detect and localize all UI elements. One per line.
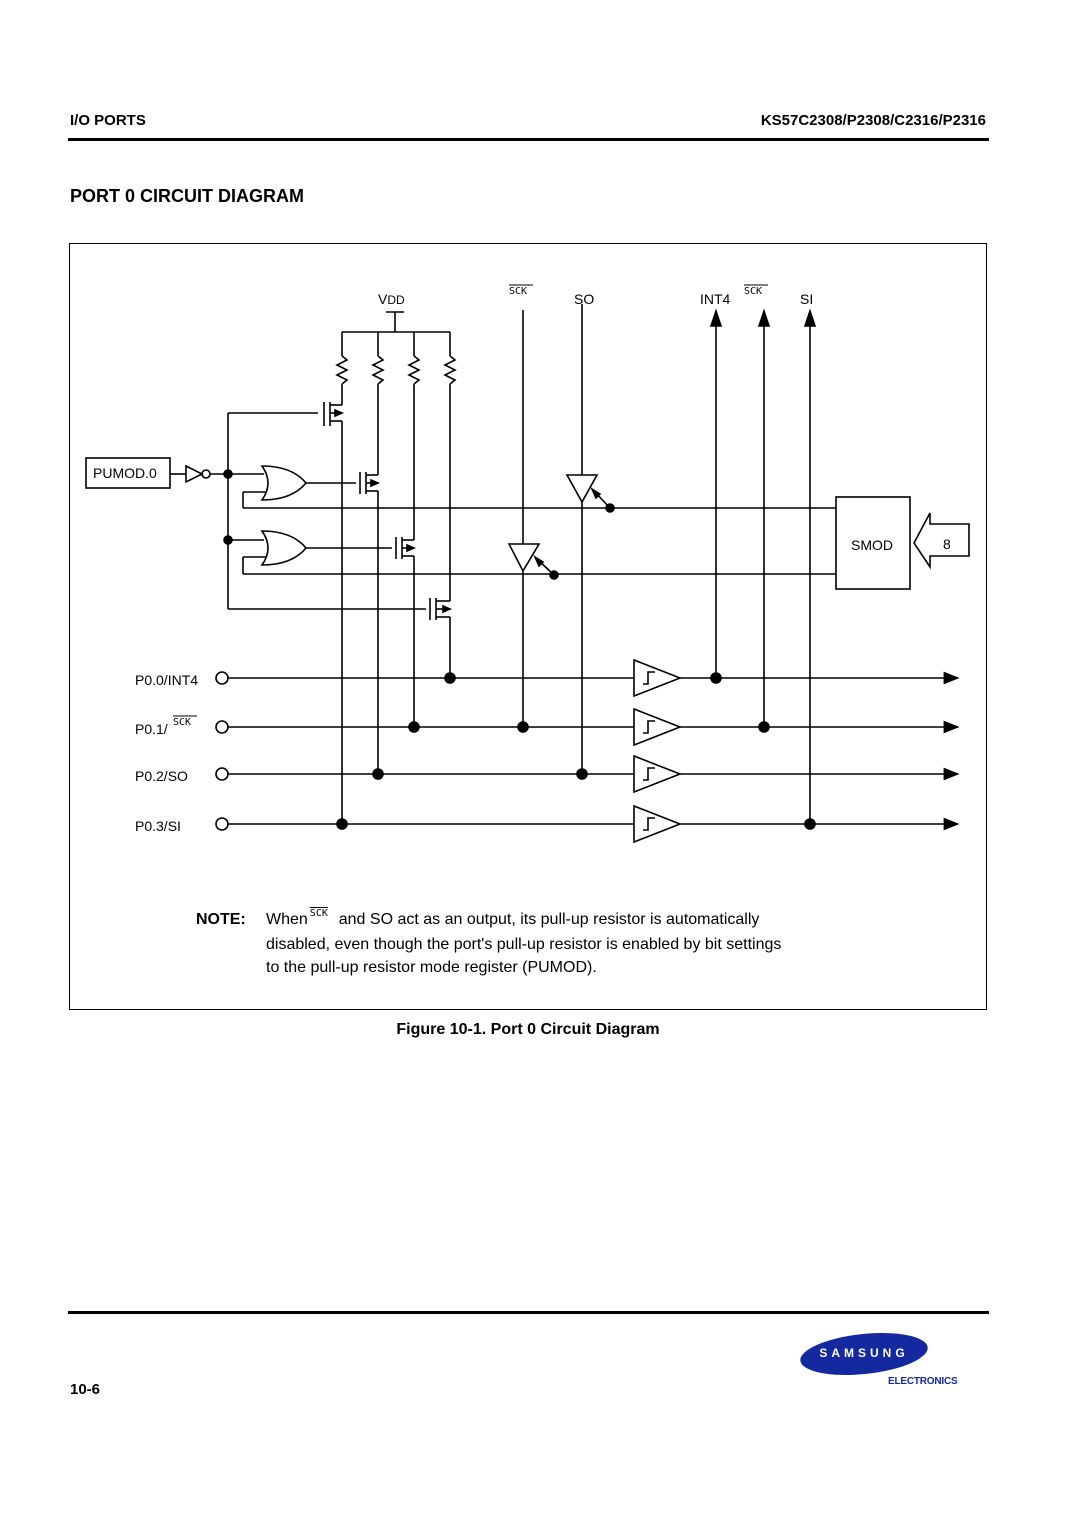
note-label: NOTE: [196, 911, 246, 928]
pumod-inverter [186, 466, 202, 482]
vdd-label: VDD [378, 291, 405, 307]
header-section: I/O PORTS [70, 112, 146, 129]
schmitt-buffer-p02 [634, 756, 680, 792]
pmos-p03 [228, 402, 342, 824]
diagram-note [196, 908, 782, 976]
logo-sub: ELECTRONICS [888, 1376, 958, 1387]
si-label: SI [800, 291, 814, 307]
schmitt-buffer-p03 [634, 806, 680, 842]
section-title: PORT 0 CIRCUIT DIAGRAM [70, 186, 304, 206]
pin-row-p01 [135, 709, 958, 745]
schmitt-buffer-p00 [634, 660, 680, 696]
samsung-logo [790, 1332, 990, 1392]
pin-label-p03: P0.3/SI [135, 818, 181, 834]
sck-input-label: SCK [744, 286, 763, 297]
pin-row-p00 [135, 660, 958, 696]
footer-rule [68, 1311, 989, 1314]
pin-row-p03 [135, 806, 958, 842]
logo-brand: SAMSUNG [819, 1346, 909, 1360]
pmos-p00 [228, 597, 450, 677]
note-line-1-pre: When [266, 911, 308, 928]
or-gate-sck [262, 531, 306, 565]
pin-label-p00: P0.0/INT4 [135, 672, 199, 688]
pumod-label: PUMOD.0 [93, 465, 157, 481]
sck-output-label: SCK [509, 286, 528, 297]
note-line-2: disabled, even though the port's pull-up resistor is enabled by bit settings [266, 936, 782, 953]
or-gate-so [262, 466, 306, 500]
schmitt-buffer-p01 [634, 709, 680, 745]
pin-row-p02 [135, 756, 958, 792]
note-line-1-post: and SO act as an output, its pull-up resistor is automatically [338, 911, 760, 928]
pin-label-p01-sck: SCK [173, 717, 192, 728]
so-label: SO [574, 291, 595, 307]
int4-label: INT4 [700, 291, 731, 307]
note-sck: SCK [309, 908, 328, 919]
pin-label-p01: P0.1/ [135, 721, 168, 737]
header-part-numbers: KS57C2308/P2308/C2316/P2316 [760, 112, 986, 129]
note-line-3: to the pull-up resistor mode register (PUMOD). [266, 959, 597, 976]
pin-label-p02: P0.2/SO [135, 768, 188, 784]
smod-label: SMOD [851, 537, 893, 553]
bus-width-label: 8 [943, 536, 951, 552]
note-line-1 [266, 908, 760, 928]
pmos-p01 [306, 530, 414, 726]
figure-caption: Figure 10-1. Port 0 Circuit Diagram [396, 1021, 660, 1038]
smod-bus-arrow [914, 513, 969, 567]
page-number: 10-6 [70, 1381, 101, 1398]
